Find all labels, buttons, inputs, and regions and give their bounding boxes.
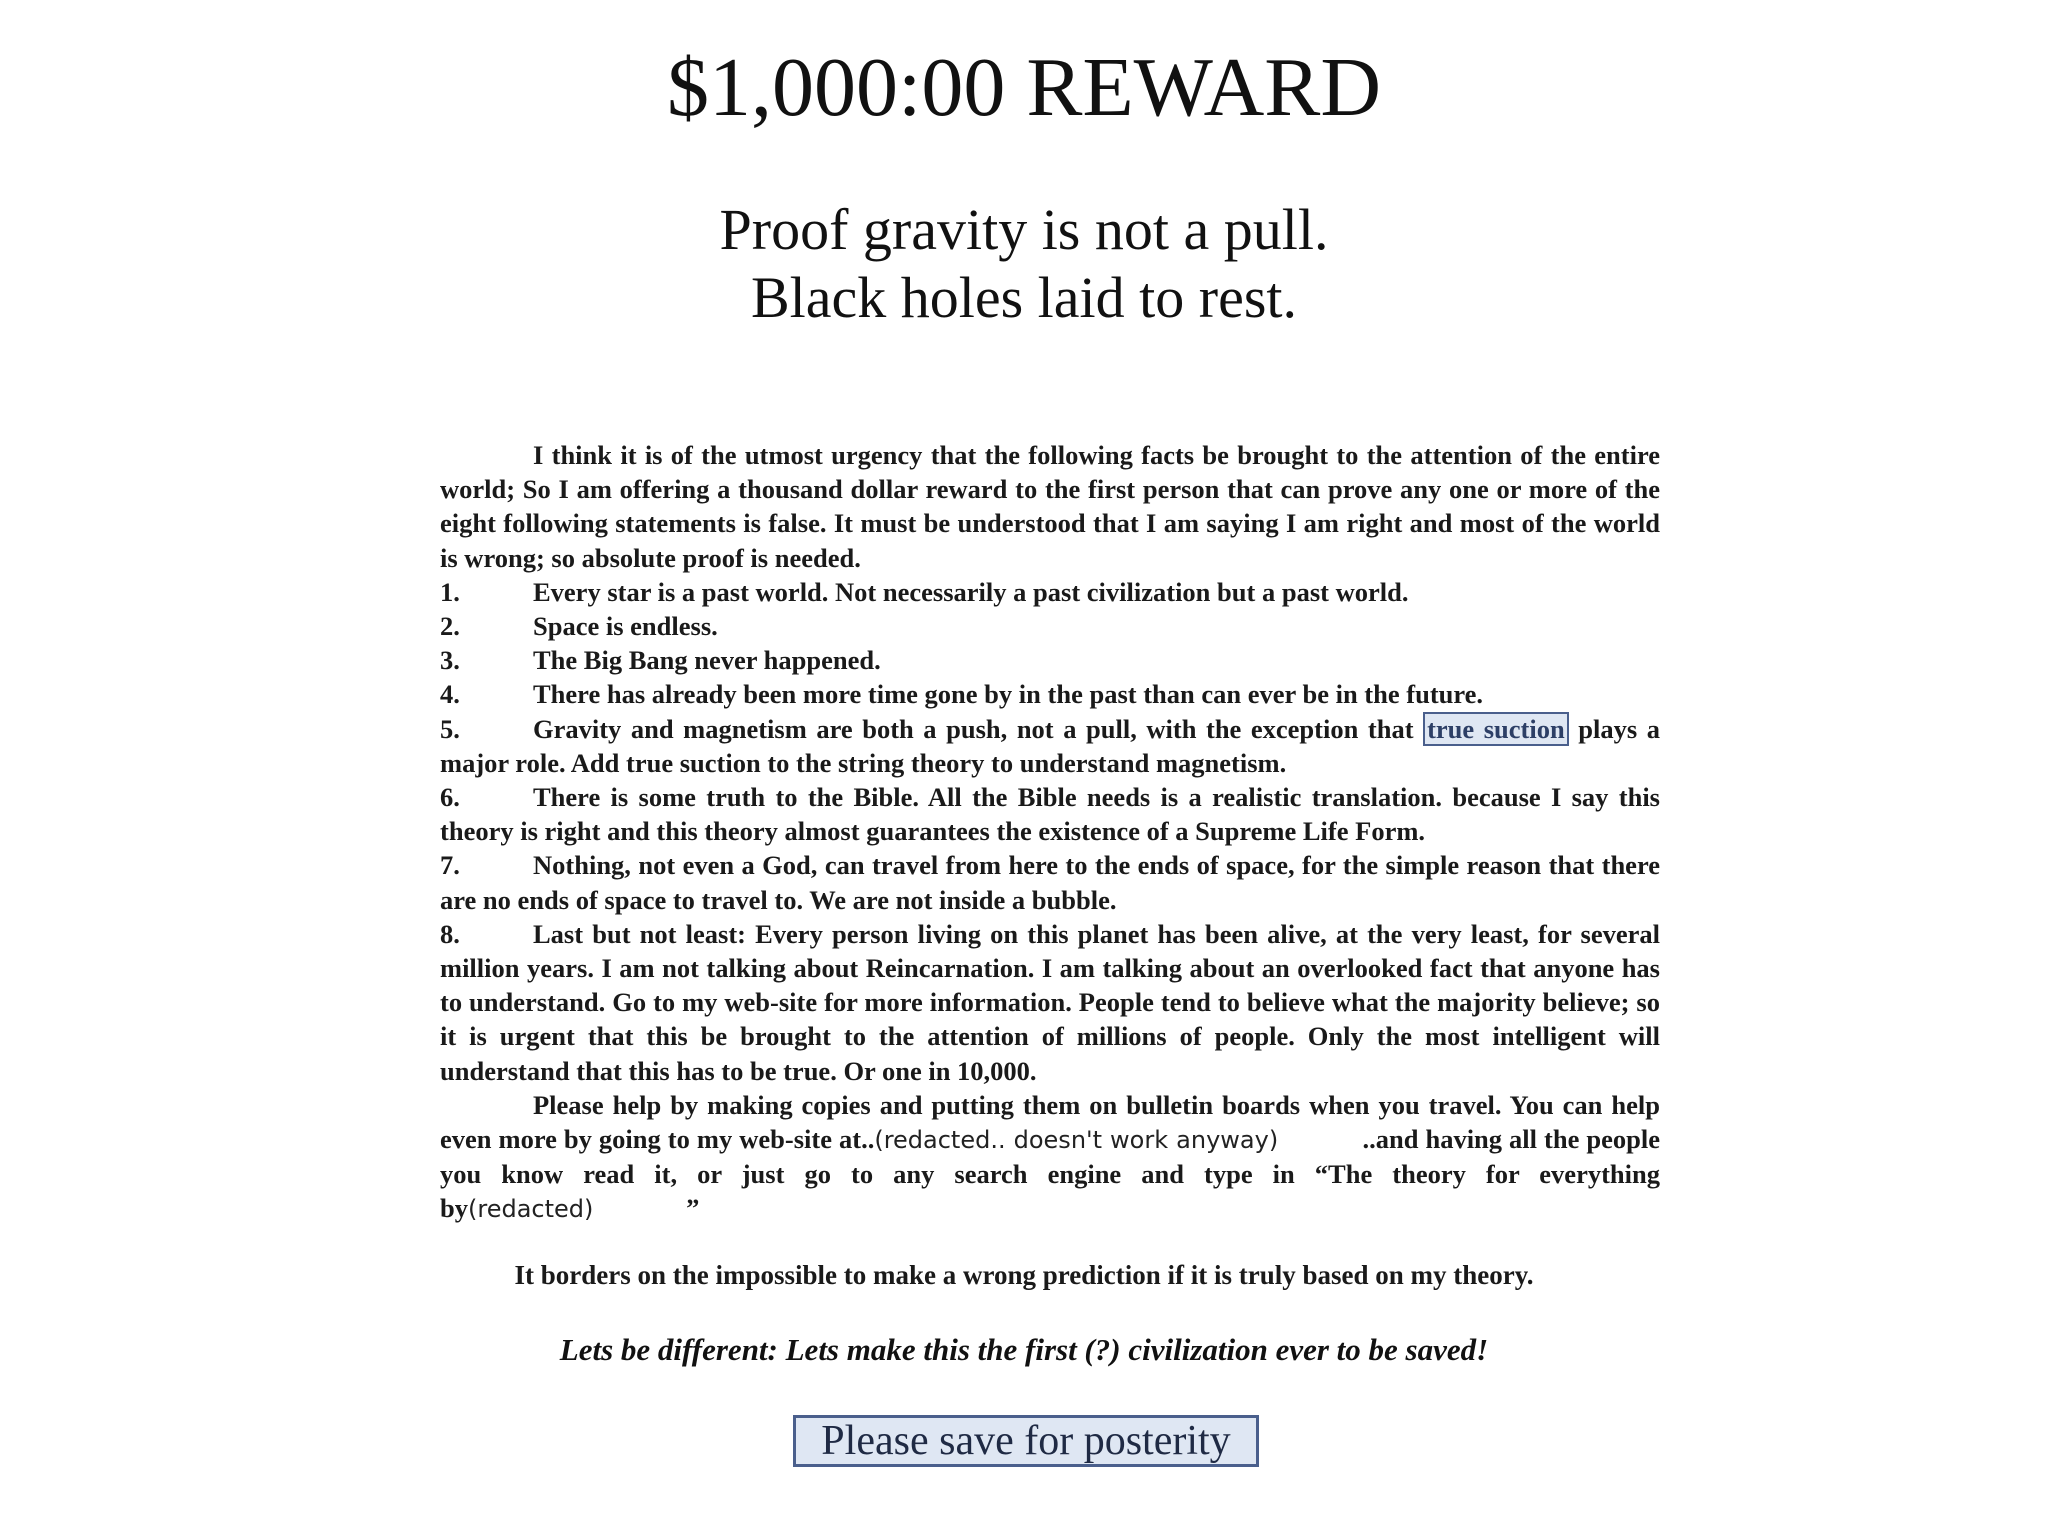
redacted-website: (redacted.. doesn't work anyway) (874, 1126, 1279, 1155)
statement-2 (440, 609, 1660, 643)
statement-text-after: plays a major role. Add true suction to the string theory to understand magnetism. (440, 713, 1660, 778)
redacted-name: (redacted) (468, 1195, 594, 1224)
statement-3 (440, 643, 1660, 677)
prediction-line: It borders on the impossible to make a wrong prediction if it is truly based on my theory. (514, 1260, 1534, 1290)
statement-number: 6. (440, 782, 460, 813)
reward-title: $1,000:00 REWARD (667, 41, 1381, 134)
statement-text: Space is endless. (533, 611, 718, 642)
statement-text: Every star is a past world. Not necessarily a past civilization but a past world. (533, 576, 1409, 607)
statement-number: 2. (440, 611, 460, 642)
help-text-1: Please help by making copies and putting them on bulletin boards when you travel. You can help even more by going to my web-site at.. (440, 1089, 1660, 1155)
statement-5 (440, 712, 1660, 780)
save-for-posterity-note[interactable]: Please save for posterity (793, 1415, 1259, 1467)
statement-number: 5. (440, 713, 460, 744)
statement-number: 3. (440, 645, 460, 676)
help-text-3: ” (686, 1193, 700, 1224)
statement-1 (440, 575, 1660, 609)
help-text-2: ..and having all the people you know read it, or just go to any search engine and type in “The theory for everything by (440, 1124, 1661, 1224)
statement-text: Last but not least: Every person living on this planet has been alive, at the very least, for several million years. I am not talking about Reincarnation. I am talking about an overlooked fact that anyone has to understand. Go to my web-site for more information. People tend to believe what the majority believe; so it is urgent that this be brought to the attention of millions of people. Only the most intelligent will understand that this has to be true. Or one in 10,000. (440, 918, 1660, 1086)
body-text (440, 438, 1660, 1227)
statement-text: Nothing, not even a God, can travel from here to the ends of space, for the simple reason that there are no ends of space to travel to. We are not inside a bubble. (440, 850, 1660, 915)
subtitle-line-2: Black holes laid to rest. (750, 265, 1298, 330)
statement-4 (440, 677, 1660, 711)
help-paragraph (440, 1088, 1660, 1227)
statement-8 (440, 917, 1660, 1088)
statement-number: 1. (440, 576, 460, 607)
true-suction-highlight[interactable]: true suction (1423, 712, 1569, 746)
statement-number: 4. (440, 679, 460, 710)
statement-7 (440, 848, 1660, 916)
statement-number: 8. (440, 918, 460, 949)
intro-paragraph: I think it is of the utmost urgency that the following facts be brought to the attention of the entire world; So I am offering a thousand dollar reward to the first person that can prove any one or more of the eight following statements is false. It must be understood that I am saying I am right and most of the world is wrong; so absolute proof is needed. (440, 440, 1660, 573)
statement-text-before: Gravity and magnetism are both a push, not a pull, with the exception that (533, 713, 1424, 744)
statement-text: There has already been more time gone by in the past than can ever be in the future. (533, 679, 1484, 710)
statement-text: There is some truth to the Bible. All the Bible needs is a realistic translation. because I say this theory is right and this theory almost guarantees the existence of a Supreme Life Form. (440, 782, 1660, 847)
statement-6 (440, 780, 1660, 848)
subtitle-line-1: Proof gravity is not a pull. (719, 197, 1329, 262)
statement-number: 7. (440, 850, 460, 881)
statement-text: The Big Bang never happened. (533, 645, 881, 676)
be-different-line: Lets be different: Lets make this the first (?) civilization ever to be saved! (559, 1332, 1489, 1367)
